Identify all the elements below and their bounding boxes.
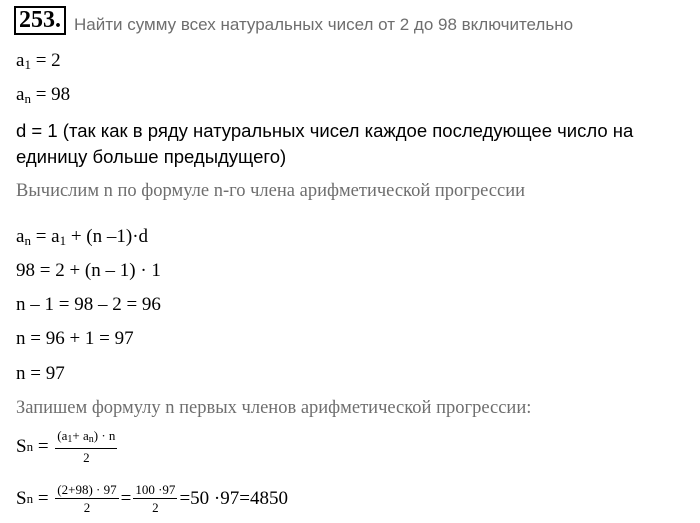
sum-computation	[16, 482, 288, 516]
equation-substituted: 98 = 2 + (n – 1) · 1	[16, 260, 161, 281]
numerator-open: (a	[57, 428, 68, 443]
computation-fraction-1	[55, 482, 118, 516]
equation-n-minus-1: n – 1 = 98 – 2 = 96	[16, 294, 161, 315]
nth-term-mid: = a	[30, 226, 60, 247]
numerator-subscript-1: 1	[67, 434, 73, 445]
nth-term-a1-subscript: 1	[59, 233, 67, 248]
step1-intro: Вычислим n по формуле n-го члена арифметической прогрессии	[16, 181, 526, 201]
sum-formula	[16, 428, 119, 466]
a1-value: = 2	[30, 50, 61, 71]
sum-var: S	[16, 436, 27, 457]
a1-subscript: 1	[24, 57, 31, 72]
sum-subscript: n	[26, 439, 34, 454]
problem-header	[14, 6, 573, 35]
computation-fraction-2-denominator: 2	[152, 500, 159, 515]
an-variable: a	[16, 84, 25, 105]
problem-number: 253.	[14, 6, 66, 35]
step2-intro: Запишем формулу n первых членов арифметической прогрессии:	[16, 398, 532, 418]
given-d-line-1: d = 1 (так как в ряду натуральных чисел каждое последующее число на	[16, 120, 634, 141]
sum-equals: =	[33, 436, 54, 457]
sum-var-2: S	[16, 488, 27, 509]
nth-term-an-subscript: n	[24, 233, 31, 248]
an-subscript: n	[24, 91, 31, 106]
nth-term-an: a	[16, 226, 25, 247]
numerator-subscript-n: n	[88, 434, 94, 445]
given-a1	[16, 50, 61, 76]
formula-nth-term	[16, 226, 148, 252]
equation-n-value: n = 96 + 1 = 97	[16, 328, 134, 349]
sum-equals-2: =	[33, 488, 54, 509]
final-result: =50 ·97=4850	[179, 488, 288, 509]
computation-fraction-1-numerator: (2+98) · 97	[57, 482, 117, 497]
numerator-plus-an: + a	[72, 428, 89, 443]
nth-term-end: + (n –1)·d	[66, 226, 149, 247]
computation-fraction-2-numerator: 100 ·97	[135, 482, 176, 497]
given-an	[16, 84, 70, 110]
computation-fraction-1-denominator: 2	[83, 500, 91, 515]
sum-subscript-2: n	[26, 491, 34, 506]
sum-fraction-numerator	[55, 428, 117, 449]
computation-fraction-2	[133, 482, 177, 516]
numerator-close: ) · n	[93, 428, 116, 443]
a1-variable: a	[16, 50, 25, 71]
sum-fraction	[55, 428, 117, 466]
equation-n-result: n = 97	[16, 363, 65, 384]
an-value: = 98	[30, 84, 71, 105]
problem-statement: Найти сумму всех натуральных чисел от 2 до 98 включительно	[74, 15, 574, 34]
given-d-line-2: единицу больше предыдущего)	[16, 146, 287, 167]
sum-fraction-denominator: 2	[83, 450, 90, 465]
equals-sign: =	[120, 488, 132, 509]
